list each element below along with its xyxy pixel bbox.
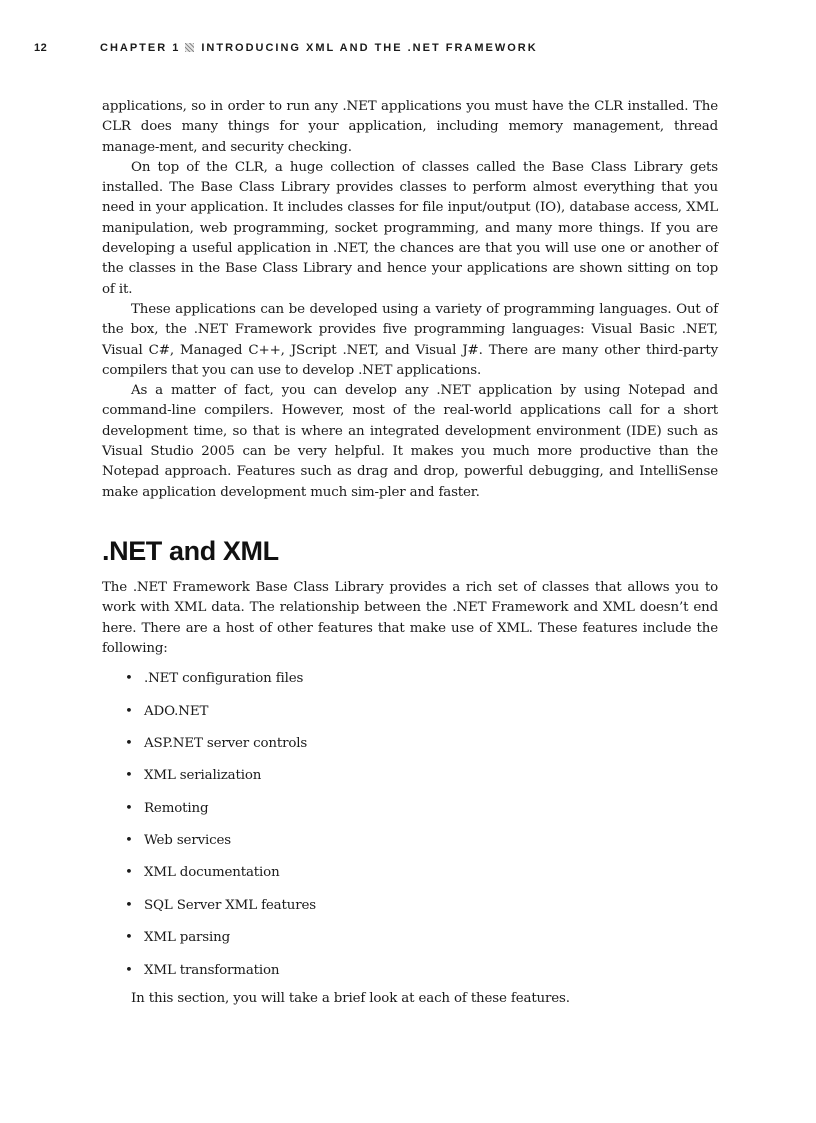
- body-paragraph: applications, so in order to run any .NET applications you must have the CLR installed. The CLR does many things for your application, including memory management, thread manage-ment, and security checking.: [102, 99, 718, 155]
- list-item: [102, 928, 718, 960]
- list-item-text: Web services: [144, 833, 231, 849]
- chapter-heading: [100, 42, 538, 54]
- list-item: [102, 766, 718, 798]
- chapter-separator-icon: [185, 43, 194, 52]
- bullet-icon: •: [125, 768, 133, 784]
- feature-list: [102, 669, 718, 993]
- chapter-title: INTRODUCING XML AND THE .NET FRAMEWORK: [201, 42, 538, 54]
- list-item: [102, 961, 718, 993]
- list-item: [102, 669, 718, 701]
- list-item: [102, 799, 718, 831]
- list-item-text: .NET configuration files: [144, 671, 304, 687]
- list-item-text: SQL Server XML features: [144, 897, 316, 913]
- list-item: [102, 734, 718, 766]
- body-paragraph: As a matter of fact, you can develop any .NET application by using Notepad and command-line compilers. However, most of the real-world applications call for a short development time, so that is where an integrated development environment (IDE) such as Visual Studio 2005 can be very helpful. It makes you much more productive than the Notepad approach. Features such as drag and drop, powerful debugging, and IntelliSense make application development much sim-pler and faster.: [102, 383, 718, 500]
- list-item: [102, 863, 718, 895]
- bullet-icon: •: [125, 703, 133, 719]
- bullet-icon: •: [125, 800, 133, 816]
- bullet-icon: •: [125, 735, 133, 751]
- list-item: [102, 831, 718, 863]
- list-item-text: XML transformation: [144, 962, 280, 978]
- list-item-text: XML documentation: [144, 865, 280, 881]
- body-paragraph: On top of the CLR, a huge collection of classes called the Base Class Library gets installed. The Base Class Library provides classes to perform almost everything that you need in your application. It includes classes for file input/output (IO), database access, XML manipulation, web programming, socket programming, and many more things. If you are developing a useful application in .NET, the chances are that you will use one or another of the classes in the Base Class Library and hence your applications are shown sitting on top of it.: [102, 159, 718, 297]
- bullet-icon: •: [125, 897, 133, 913]
- bullet-icon: •: [125, 930, 133, 946]
- bullet-icon: •: [125, 865, 133, 881]
- list-item-text: ASP.NET server controls: [144, 735, 308, 751]
- chapter-label: CHAPTER 1: [100, 42, 181, 54]
- running-header: [34, 42, 776, 60]
- bullet-icon: •: [125, 962, 133, 978]
- page-number: 12: [34, 42, 48, 54]
- section-intro: The .NET Framework Base Class Library provides a rich set of classes that allows you to work with XML data. The relationship between the .NET Framework and XML doesn’t end here. There are a host of other features that make use of XML. These features include the following:: [102, 579, 718, 656]
- bullet-icon: •: [125, 671, 133, 687]
- list-item-text: ADO.NET: [144, 703, 209, 719]
- page-content: [102, 97, 718, 1009]
- section-heading: .NET and XML: [102, 535, 279, 566]
- list-item: [102, 896, 718, 928]
- list-item-text: XML parsing: [144, 930, 231, 946]
- bullet-icon: •: [125, 833, 133, 849]
- list-item-text: Remoting: [144, 800, 209, 816]
- list-item-text: XML serialization: [144, 768, 262, 784]
- body-paragraph: These applications can be developed using a variety of programming languages. Out of the box, the .NET Framework provides five programming languages: Visual Basic .NET, Visual C#, Managed C++, JScript .NET, and Visual J#. There are many other third-party compilers that you can use to develop .NET applications.: [102, 301, 718, 378]
- section-closing: In this section, you will take a brief look at each of these features.: [131, 991, 570, 1007]
- list-item: [102, 702, 718, 734]
